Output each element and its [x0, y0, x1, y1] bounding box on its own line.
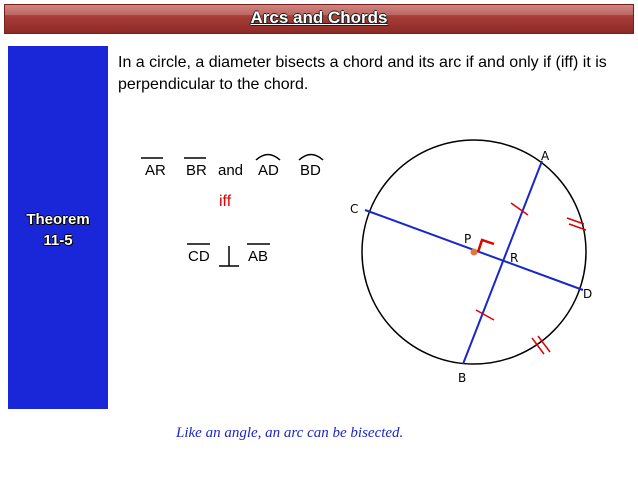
center-point-p: [471, 249, 478, 256]
label-p: P: [464, 232, 472, 246]
theorem-statement: In a circle, a diameter bisects a chord and its arc if and only if (iff) it is perpendicular to the chord.: [118, 54, 607, 93]
label-r: R: [510, 251, 519, 265]
theorem-word: Theorem: [26, 211, 90, 228]
label-d: D: [583, 287, 593, 301]
slide-title: Arcs and Chords: [250, 8, 388, 27]
caption: Like an angle, an arc can be bisected.: [176, 425, 404, 441]
arc-mark-bd: [299, 155, 323, 161]
theorem-number: 11-5: [43, 232, 73, 249]
perpendicular-symbol: [219, 246, 239, 266]
and-word: and: [218, 162, 244, 179]
iff-text: iff: [219, 193, 232, 210]
arc-ad: AD: [258, 162, 279, 179]
segment-cd: CD: [188, 248, 210, 265]
double-tick-arc-bd: [532, 336, 550, 354]
right-angle-mark: [478, 240, 494, 252]
segment-ar: AR: [145, 162, 166, 179]
segment-ab: AB: [248, 248, 269, 265]
arc-bd: BD: [300, 162, 321, 179]
double-tick-arc-ad: [567, 218, 586, 230]
label-a: A: [541, 149, 550, 163]
arc-mark-ad: [256, 155, 280, 161]
tick-rd: [476, 310, 494, 320]
label-c: C: [350, 202, 359, 216]
segment-br: BR: [186, 162, 207, 179]
diameter-ab: [463, 161, 542, 364]
label-b: B: [458, 371, 467, 385]
